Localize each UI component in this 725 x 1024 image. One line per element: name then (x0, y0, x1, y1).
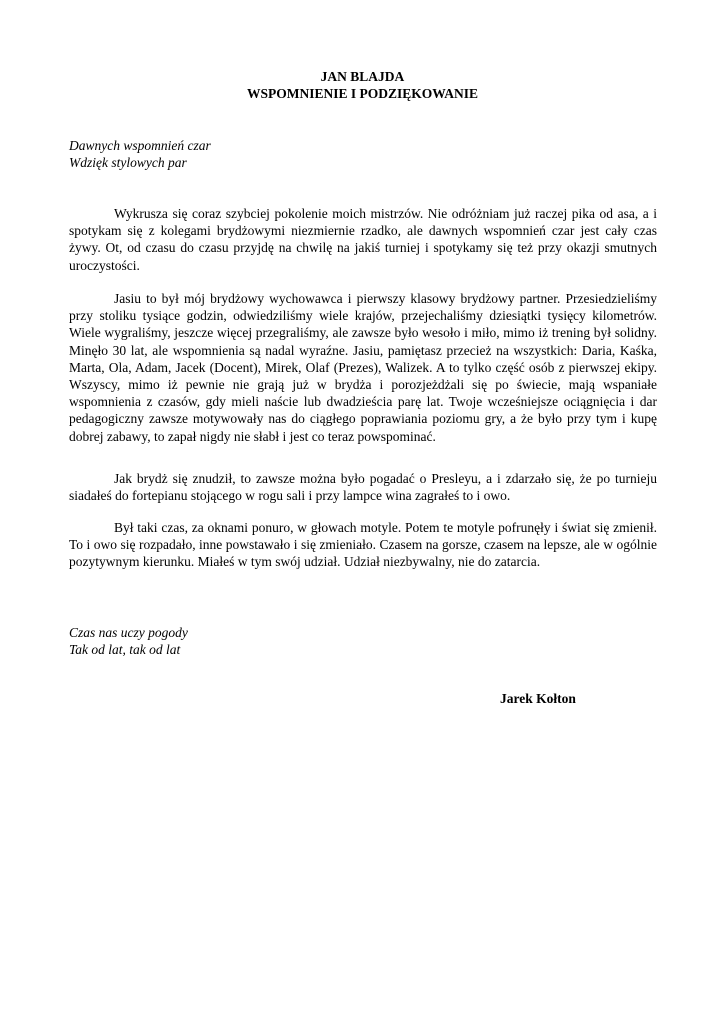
opening-verse-line-2: Wdzięk stylowych par (69, 155, 187, 170)
opening-verse (69, 137, 211, 171)
paragraph-3: Jak brydż się znudził, to zawsze można było pogadać o Presleyu, a i zdarzało się, że po turnieju siadałeś do fortepianu stojącego w rogu sali i przy lampce wina zagrałeś to i owo. (69, 471, 657, 504)
opening-verse-line-1: Dawnych wspomnień czar (69, 138, 211, 153)
paragraph-1: Wykrusza się coraz szybciej pokolenie moich mistrzów. Nie odróżniam już raczej pika od asa, a i spotykam się z kolegami brydżowymi niezmiernie rzadko, ale dawnych wspomnień czar jest cały czas żywy. Ot, od czasu do czasu przyjdę na chwilę na jakiś turniej i spotykamy się też przy okazji smutnych uroczystości. (69, 206, 657, 273)
document-subtitle: WSPOMNIENIE I PODZIĘKOWANIE (246, 86, 479, 101)
document-title: JAN BLAJDA (320, 69, 405, 84)
paragraph-4: Był taki czas, za oknami ponuro, w głowach motyle. Potem te motyle pofrunęły i świat się zmienił. To i owo się rozpadało, inne powstawało i się zmieniało. Czasem na gorsze, czasem na lepsze, ale w ogólnie pozytywnym kierunku. Miałeś w tym swój udział. Udział niezbywalny, nie do zatarcia. (69, 520, 657, 570)
closing-verse (69, 624, 188, 658)
closing-verse-line-1: Czas nas uczy pogody (69, 625, 188, 640)
author-signature: Jarek Kołton (500, 691, 576, 706)
paragraph-2: Jasiu to był mój brydżowy wychowawca i pierwszy klasowy brydżowy partner. Przesiedzieliśmy przy stoliku tysiące godzin, odwiedziliśmy wiele krajów, przejechaliśmy dziesiątki tysięcy kilometrów. Wiele wygraliśmy, jeszcze więcej przegraliśmy, ale zawsze było wesoło i miło, mimo iż trening był solidny. Minęło 30 lat, ale wspomnienia są nadal wyraźne. Jasiu, pamiętasz przecież na wszystkich: Daria, Kaśka, Marta, Ola, Adam, Jacek (Docent), Mirek, Olaf (Prezes), Walizek. A to tylko część osób z pierwszej ekipy. Wszyscy, mimo iż pewnie nie grają już w brydża i porozjeżdżali się po świecie, mają wspaniałe wspomnienia z czasów, gdy mieli naście lub dwadzieścia parę lat. Twoje wcześniejsze ociągnięcia i dar pedagogiczny zawsze motywowały nas do ciągłego poprawiania poziomu gry, a że było przy tym i kupę dobrej zabawy, to zapał nigdy nie słabł i jest co teraz powspominać. (69, 291, 657, 444)
closing-verse-line-2: Tak od lat, tak od lat (69, 642, 181, 657)
